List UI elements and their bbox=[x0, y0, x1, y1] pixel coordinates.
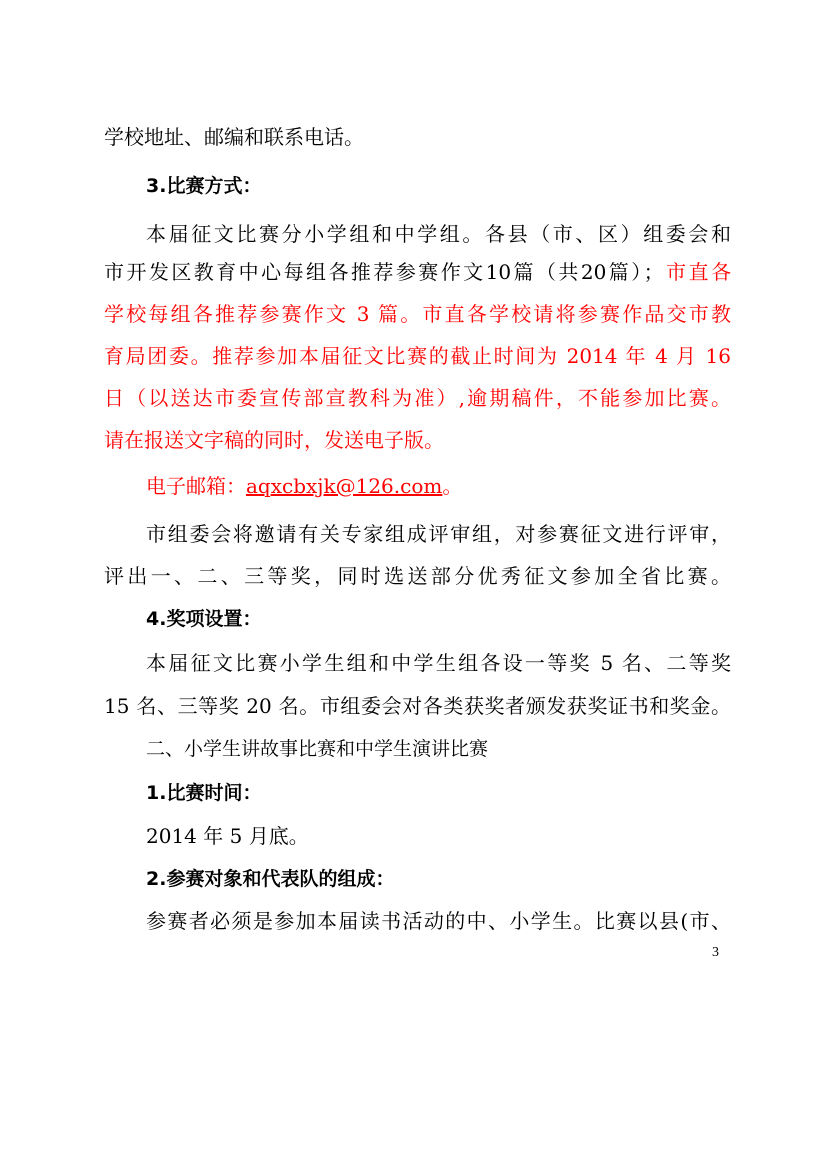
text-line: 本届征文比赛小学生组和中学生组各设一等奖 5 名、二等奖 bbox=[146, 651, 731, 675]
page-number: 3 bbox=[712, 945, 719, 960]
section-heading-3: 3.比赛方式： bbox=[146, 175, 262, 197]
highlighted-text-line: 学校每组各推荐参赛作文 3 篇。市直各学校请将参赛作品交市教 bbox=[104, 302, 731, 326]
sub-heading-2: 2.参赛对象和代表队的组成： bbox=[146, 868, 395, 890]
email-label: 电子邮箱： bbox=[146, 474, 246, 498]
section-title: 二、小学生讲故事比赛和中学生演讲比赛 bbox=[146, 738, 489, 760]
highlighted-text-line: 育局团委。推荐参加本届征文比赛的截止时间为 2014 年 4 月 16 bbox=[104, 344, 731, 368]
text-segment: 市开发区教育中心每组各推荐参赛作文10篇（共20篇）； bbox=[104, 260, 664, 284]
text-line: 15 名、三等奖 20 名。市组委会对各类获奖者颁发获奖证书和奖金。 bbox=[104, 694, 731, 718]
highlighted-text-line: 日（以送达市委宣传部宣教科为准）,逾期稿件，不能参加比赛。 bbox=[104, 386, 731, 410]
email-link[interactable]: aqxcbxjk@126.com bbox=[246, 474, 443, 498]
highlighted-text: 市直各 bbox=[663, 260, 732, 284]
text-line: 本届征文比赛分小学组和中学组。各县（市、区）组委会和 bbox=[146, 222, 731, 246]
text-line bbox=[104, 254, 731, 290]
email-period: 。 bbox=[442, 474, 463, 498]
text-line: 学校地址、邮编和联系电话。 bbox=[104, 125, 364, 149]
email-line bbox=[146, 468, 731, 504]
text-line: 参赛者必须是参加本届读书活动的中、小学生。比赛以县(市、 bbox=[146, 909, 731, 933]
text-line: 评出一、二、三等奖，同时选送部分优秀征文参加全省比赛。 bbox=[104, 564, 731, 588]
sub-heading-1: 1.比赛时间： bbox=[146, 782, 262, 804]
section-heading-4: 4.奖项设置： bbox=[146, 608, 262, 630]
text-line: 2014 年 5 月底。 bbox=[146, 824, 309, 848]
text-line: 市组委会将邀请有关专家组成评审组，对参赛征文进行评审， bbox=[146, 522, 731, 546]
highlighted-text-line: 请在报送文字稿的同时，发送电子版。 bbox=[104, 428, 444, 452]
